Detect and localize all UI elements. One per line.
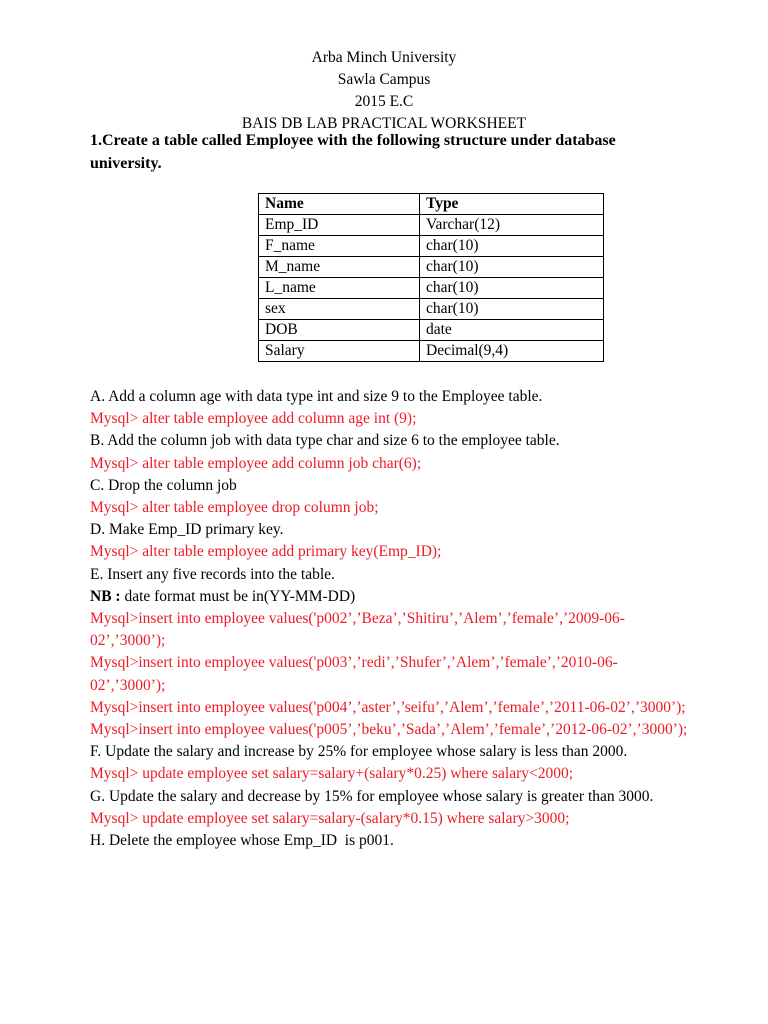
field-type-cell: char(10): [420, 278, 604, 299]
table-row: [259, 278, 604, 299]
field-type-cell: Varchar(12): [420, 215, 604, 236]
question-1: 1.Create a table called Employee with the following structure under database university.: [90, 132, 616, 172]
task-c-question: C. Drop the column job: [90, 476, 237, 494]
campus-name: Sawla Campus: [337, 71, 431, 88]
task-h-question: H. Delete the employee whose Emp_ID is p001.: [90, 832, 394, 850]
field-name-cell: DOB: [259, 320, 420, 341]
table-header-row: [259, 194, 604, 215]
task-d-answer: Mysql> alter table employee add primary key(Emp_ID);: [90, 543, 442, 561]
table-row: [259, 215, 604, 236]
field-name-cell: L_name: [259, 278, 420, 299]
task-b-question: B. Add the column job with data type char and size 6 to the employee table.: [90, 432, 560, 450]
date-format-note: [90, 586, 690, 608]
column-header-type: Type: [420, 194, 604, 215]
insert-statement: Mysql>insert into employee values('p003’,’redi’,’Shufer’,’Alem’,’female’,’2010-06-02’,’3000’);: [90, 654, 618, 694]
field-type-cell: char(10): [420, 236, 604, 257]
worksheet-title: BAIS DB LAB PRACTICAL WORKSHEET: [241, 115, 527, 132]
insert-statement: Mysql>insert into employee values('p005’,’beku’,’Sada’,’Alem’,’female’,’2012-06-02’,’3000’);: [90, 721, 688, 739]
field-name-cell: sex: [259, 299, 420, 320]
academic-year: 2015 E.C: [354, 93, 414, 110]
worksheet-content: [90, 386, 690, 852]
task-f-answer: Mysql> update employee set salary=salary+(salary*0.25) where salary<2000;: [90, 765, 574, 783]
field-name-cell: M_name: [259, 257, 420, 278]
field-name-cell: F_name: [259, 236, 420, 257]
task-g-answer: Mysql> update employee set salary=salary-(salary*0.15) where salary>3000;: [90, 809, 570, 827]
note-label: NB :: [90, 587, 121, 605]
field-type-cell: Decimal(9,4): [420, 341, 604, 362]
task-g-question: G. Update the salary and decrease by 15% for employee whose salary is greater than 3000.: [90, 787, 654, 805]
table-row: [259, 299, 604, 320]
field-type-cell: char(10): [420, 257, 604, 278]
table-row: [259, 341, 604, 362]
document-header: [0, 47, 768, 135]
table-row: [259, 257, 604, 278]
field-type-cell: date: [420, 320, 604, 341]
note-text: date format must be in(YY-MM-DD): [120, 587, 356, 605]
table-row: [259, 320, 604, 341]
task-f-question: F. Update the salary and increase by 25% for employee whose salary is less than 2000.: [90, 743, 628, 761]
task-a-question: A. Add a column age with data type int and size 9 to the Employee table.: [90, 388, 543, 405]
insert-statement: Mysql>insert into employee values('p002’,’Beza’,’Shitiru’,’Alem’,’female’,’2009-06-02’,’3000’);: [90, 610, 625, 650]
task-e-question: E. Insert any five records into the table.: [90, 565, 335, 583]
field-name-cell: Salary: [259, 341, 420, 362]
table-row: [259, 236, 604, 257]
task-c-answer: Mysql> alter table employee drop column job;: [90, 499, 379, 517]
field-name-cell: Emp_ID: [259, 215, 420, 236]
task-b-answer: Mysql> alter table employee add column job char(6);: [90, 454, 422, 472]
field-type-cell: char(10): [420, 299, 604, 320]
task-d-question: D. Make Emp_ID primary key.: [90, 521, 284, 539]
column-header-name: Name: [259, 194, 420, 215]
task-a-answer: Mysql> alter table employee add column age int (9);: [90, 410, 417, 428]
employee-structure-table: [258, 193, 604, 362]
insert-statement: Mysql>insert into employee values('p004’,’aster’,’seifu’,’Alem’,’female’,’2011-06-02’,’3000’);: [90, 698, 686, 716]
university-name: Arba Minch University: [311, 49, 457, 66]
